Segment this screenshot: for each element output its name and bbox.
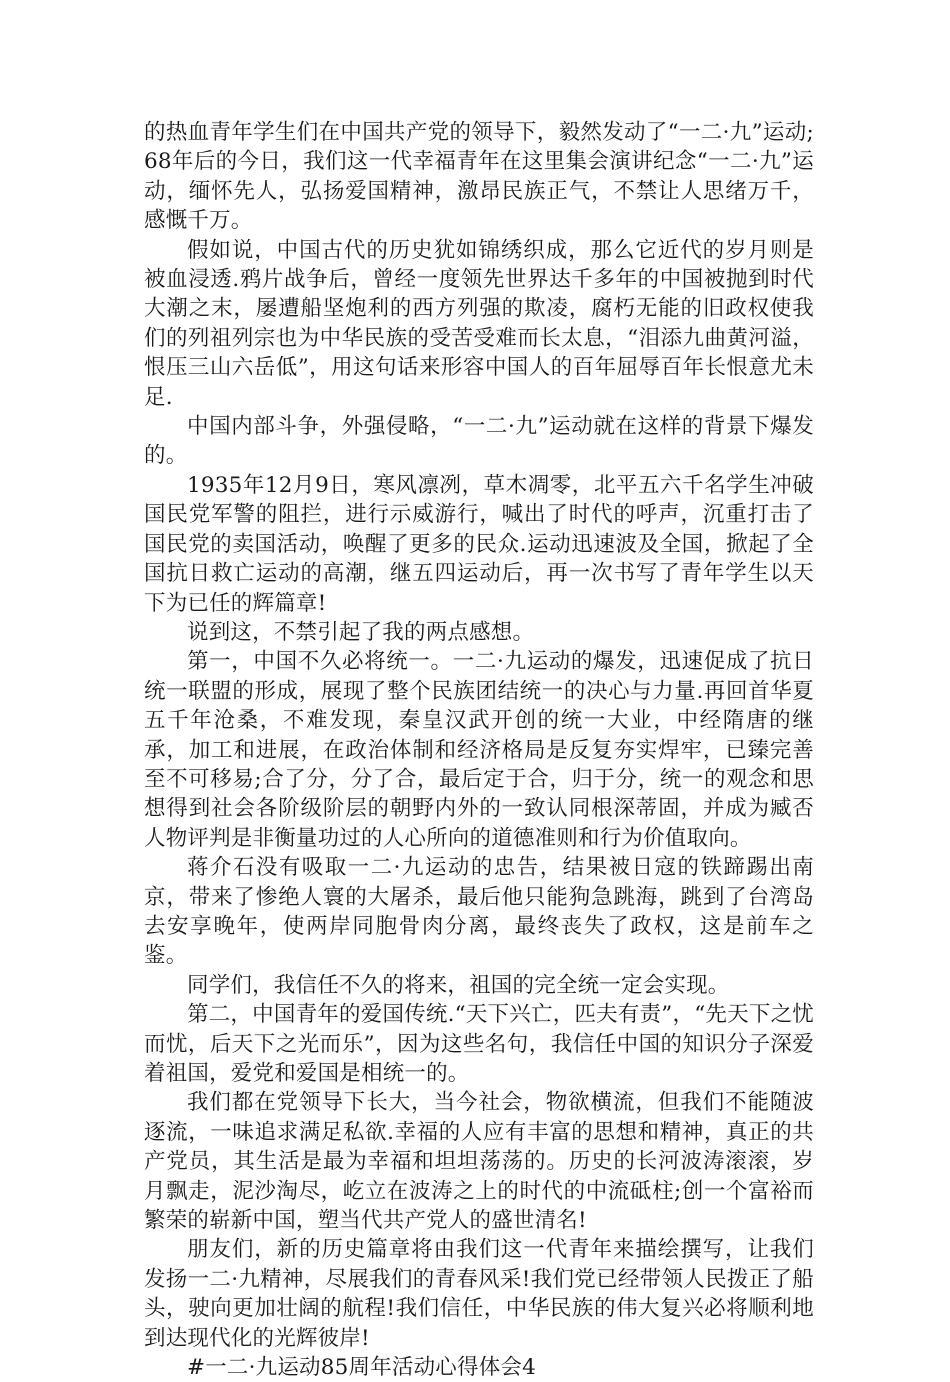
paragraph-10: 我们都在党领导下长大，当今社会，物欲横流，但我们不能随波逐流，一味追求满足私欲.幸福的人应有丰富的思想和精神，真正的共产党员，其生活是最为幸福和坦坦荡荡的。历史的长河波涛滚滚，岁月飘走，泥沙淘尽，屹立在波涛之上的时代的中流砥柱;创一个富裕而繁荣的崭新中国，塑当代共产党人的盛世清名!	[144, 1090, 814, 1234]
paragraph-1: 的热血青年学生们在中国共产党的领导下，毅然发动了“一二·九”运动;68年后的今日，我们这一代幸福青年在这里集会演讲纪念“一二·九”运动，缅怀先人，弘扬爱国精神，激昂民族正气，不禁让人思绪万千，感慨千万。	[144, 120, 814, 234]
paragraph-9: 第二，中国青年的爱国传统.“天下兴亡，匹夫有责”，“先天下之忧而忧，后天下之光而乐”，因为这些名句，我信任中国的知识分子深爱着祖国，爱党和爱国是相统一的。	[144, 1002, 814, 1086]
paragraph-4: 1935年12月9日，寒风凛冽，草木凋零，北平五六千名学生冲破国民党军警的阻拦，进行示威游行，喊出了时代的呼声，沉重打击了国民党的卖国活动，唤醒了更多的民众.运动迅速波及全国，掀起了全国抗日救亡运动的高潮，继五四运动后，再一次书写了青年学生以天下为已任的辉篇章!	[144, 472, 814, 616]
paragraph-3: 中国内部斗争，外强侵略，“一二·九”运动就在这样的背景下爆发的。	[144, 414, 814, 469]
paragraph-11: 朋友们，新的历史篇章将由我们这一代青年来描绘撰写，让我们发扬一二·九精神，尽展我们的青春风采!我们党已经带领人民拨正了船头，驶向更加壮阔的航程!我们信任，中华民族的伟大复兴必将顺利地到达现代化的光辉彼岸!	[144, 1237, 814, 1351]
document-body	[144, 118, 814, 1382]
paragraph-8: 同学们，我信任不久的将来，祖国的完全统一定会实现。	[187, 972, 730, 998]
paragraph-7: 蒋介石没有吸取一二·九运动的忠告，结果被日寇的铁蹄踢出南京，带来了惨绝人寰的大屠杀，最后他只能狗急跳海，跳到了台湾岛去安享晚年，使两岸同胞骨肉分离，最终丧失了政权，这是前车之鉴。	[144, 855, 814, 969]
paragraph-6: 第一，中国不久必将统一。一二·九运动的爆发，迅速促成了抗日统一联盟的形成，展现了整个民族团结统一的决心与力量.再回首华夏五千年沧桑，不难发现，秦皇汉武开创的统一大业，中经隋唐的继承，加工和进展，在政治体制和经济格局是反复夯实焊牢，已臻完善至不可移易;合了分，分了合，最后定于合，归于分，统一的观念和思想得到社会各阶级阶层的朝野内外的一致认同根深蒂固，并成为臧否人物评判是非衡量功过的人心所向的道德准则和行为价值取向。	[144, 649, 814, 851]
paragraph-5: 说到这，不禁引起了我的两点感想。	[187, 619, 535, 645]
paragraph-2: 假如说，中国古代的历史犹如锦绣织成，那么它近代的岁月则是被血浸透.鸦片战争后，曾经一度领先世界达千多年的中国被抛到时代大潮之末，屡遭船坚炮利的西方列强的欺凌，腐朽无能的旧政权使我们的列祖列宗也为中华民族的受苦受难而长太息，“泪添九曲黄河溢，恨压三山六岳低”，用这句话来形容中国人的百年屈辱百年长恨意尤未足.	[144, 237, 814, 410]
closing-heading: #一二·九运动85周年活动心得体会4	[187, 1355, 536, 1381]
